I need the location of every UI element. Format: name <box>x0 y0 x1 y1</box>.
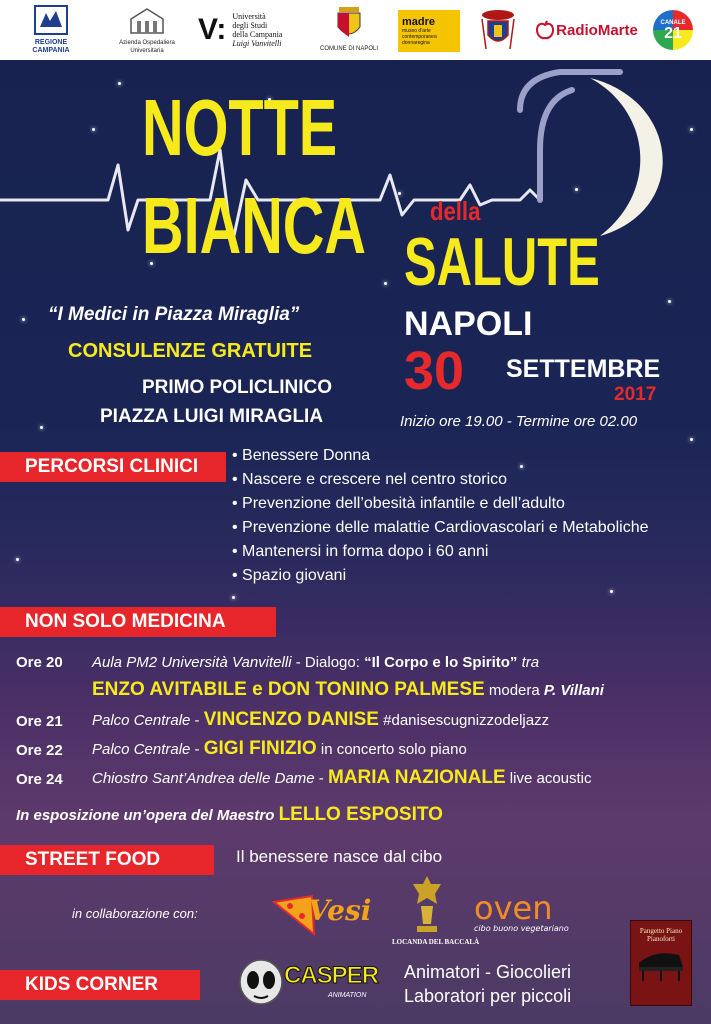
sponsor-logo-bar <box>0 0 711 60</box>
locanda-baccala-logo <box>392 874 480 950</box>
moon-icon <box>590 78 663 236</box>
title-della-text: della <box>430 196 481 226</box>
casper-text: CASPER <box>284 962 379 989</box>
event-3-artist: GIGI FINIZIO <box>203 738 317 759</box>
regione-campania-text: REGIONE CAMPANIA <box>32 39 70 54</box>
event-2-dash: - <box>190 712 204 729</box>
event-1-dash: - Dialogo: <box>291 654 365 671</box>
apple-icon <box>536 20 554 40</box>
diocese-crest-logo <box>470 6 526 54</box>
pianoforti-line-2: Pianoforti <box>647 935 675 943</box>
event-2-extra: #danisescugnizzodeljazz <box>378 712 550 729</box>
percorso-item: • Prevenzione dell’obesità infantile e dell’adulto <box>232 495 565 512</box>
kids-line-2: Laboratori per piccoli <box>404 986 572 1006</box>
event-1-tra: tra <box>517 654 540 671</box>
percorso-item: • Benessere Donna <box>232 447 371 464</box>
univ-line-3: della Campania <box>232 30 283 39</box>
esposizione-text: In esposizione un’opera del Maestro <box>16 807 279 824</box>
event-1-place: Aula PM2 Università Vanvitelli <box>92 654 292 671</box>
non-solo-medicina-banner: NON SOLO MEDICINA <box>0 607 276 637</box>
star <box>22 318 25 321</box>
star <box>16 558 19 561</box>
madre-title: madre <box>402 16 436 28</box>
building-icon <box>127 5 167 35</box>
vesi-text: Vesi <box>308 894 372 927</box>
univ-line-2: degli Studi <box>232 21 268 30</box>
street-food-text: Il benessere nasce dal cibo <box>236 847 443 866</box>
grand-piano-icon <box>635 943 687 983</box>
event-4-artist: MARIA NAZIONALE <box>327 767 506 788</box>
vanvitelli-mark: V: <box>198 13 227 46</box>
date-month: SETTEMBRE <box>506 355 661 383</box>
date-day: 30 <box>404 341 465 401</box>
comune-di-napoli-logo <box>318 6 380 54</box>
event-4-details <box>92 767 592 789</box>
regione-campania-logo <box>20 6 82 54</box>
event-2-time: Ore 21 <box>16 713 63 730</box>
ecclesiastical-crest-icon <box>480 9 516 51</box>
pianoforti-logo <box>630 920 692 1006</box>
street-food-banner: STREET FOOD <box>0 845 214 875</box>
casper-animation-logo <box>236 958 386 1014</box>
event-3-details <box>92 738 467 760</box>
madre-museum-logo <box>398 10 460 52</box>
title-salute-text: SALUTE <box>404 224 600 300</box>
date-year: 2017 <box>614 384 657 405</box>
quote-line: “I Medici in Piazza Miraglia” <box>48 304 300 325</box>
title-notte-text: NOTTE <box>142 83 338 172</box>
casper-subtitle: ANIMATION <box>328 992 367 999</box>
madre-subtitle: museo d'arte contemporanea donnaregina <box>402 28 437 46</box>
venue-line-1: PRIMO POLICLINICO <box>142 377 332 398</box>
event-1-topic: “Il Corpo e lo Spirito” <box>364 654 518 671</box>
title-notte <box>142 83 413 172</box>
comune-text: COMUNE DI NAPOLI <box>319 46 378 52</box>
event-2-place: Palco Centrale <box>92 712 191 729</box>
azienda-text: Azienda Ospedaliera Universitaria <box>119 40 175 54</box>
radiomarte-logo <box>535 6 639 54</box>
event-2-details <box>92 709 549 731</box>
kids-corner-banner: KIDS CORNER <box>0 970 200 1000</box>
trophy-icon <box>407 874 447 934</box>
title-salute <box>404 224 676 300</box>
vanvitelli-university-logo <box>198 6 296 54</box>
pianoforti-line-1: Pangetto Piano <box>639 927 683 935</box>
event-1-time: Ore 20 <box>16 654 63 671</box>
event-1-details <box>92 654 539 671</box>
univ-line-4: Luigi Vanvitelli <box>232 39 282 48</box>
univ-line-1: Università <box>232 12 266 21</box>
star <box>610 590 613 593</box>
event-1-artists-line <box>92 679 604 701</box>
star <box>520 465 523 468</box>
consulenze-line: CONSULENZE GRATUITE <box>68 340 313 362</box>
regione-campania-emblem-icon <box>34 5 68 35</box>
event-4-dash: - <box>314 770 328 787</box>
percorso-item: • Prevenzione delle malattie Cardiovascolari e Metaboliche <box>232 519 649 536</box>
canale-number: 21 <box>664 24 682 42</box>
star <box>232 596 235 599</box>
city-napoli: NAPOLI <box>404 305 533 343</box>
event-3-extra: in concerto solo piano <box>316 741 467 758</box>
oven-subtitle: cibo buono vegetariano <box>474 924 569 933</box>
event-2-artist: VINCENZO DANISE <box>203 709 379 730</box>
alien-face-icon <box>236 958 286 1008</box>
event-hours: Inizio ore 19.00 - Termine ore 02.00 <box>400 413 638 430</box>
canale21-logo <box>650 6 696 54</box>
percorsi-clinici-banner: PERCORSI CLINICI <box>0 452 226 482</box>
event-3-dash: - <box>190 741 204 758</box>
napoli-crest-icon <box>335 7 363 41</box>
event-4-place: Chiostro Sant’Andrea delle Dame <box>92 770 315 787</box>
event-1-artists: ENZO AVITABILE e DON TONINO PALMESE <box>92 679 485 700</box>
locanda-text: LOCANDA DEL BACCALÀ <box>392 938 480 946</box>
event-3-place: Palco Centrale <box>92 741 191 758</box>
stethoscope-icon <box>520 72 620 200</box>
oven-text: oven <box>474 889 553 927</box>
title-bianca-text: BIANCA <box>142 181 366 270</box>
star <box>40 426 43 429</box>
oven-logo <box>474 889 582 933</box>
event-4-time: Ore 24 <box>16 771 63 788</box>
venue-line-2: PIAZZA LUIGI MIRAGLIA <box>100 406 324 427</box>
title-della <box>430 198 489 224</box>
vesi-pizza-logo <box>268 890 372 940</box>
kids-line-1: Animatori - Giocolieri <box>404 962 572 982</box>
collaborazione-text: in collaborazione con: <box>72 906 198 921</box>
star <box>668 300 671 303</box>
star <box>690 438 693 441</box>
canale-label: CANALE <box>660 19 686 26</box>
percorso-item: • Mantenersi in forma dopo i 60 anni <box>232 543 489 560</box>
event-1-moderator: P. Villani <box>543 682 604 699</box>
percorso-item: • Spazio giovani <box>232 567 347 584</box>
radiomarte-text: RadioMarte <box>556 21 638 39</box>
event-4-extra: live acoustic <box>505 770 592 787</box>
azienda-ospedaliera-logo <box>108 6 186 54</box>
esposizione-artist: LELLO ESPOSITO <box>278 804 443 825</box>
esposizione-line <box>16 804 443 826</box>
event-1-modera: modera <box>484 682 544 699</box>
event-3-time: Ore 22 <box>16 742 63 759</box>
percorso-item: • Nascere e crescere nel centro storico <box>232 471 508 488</box>
